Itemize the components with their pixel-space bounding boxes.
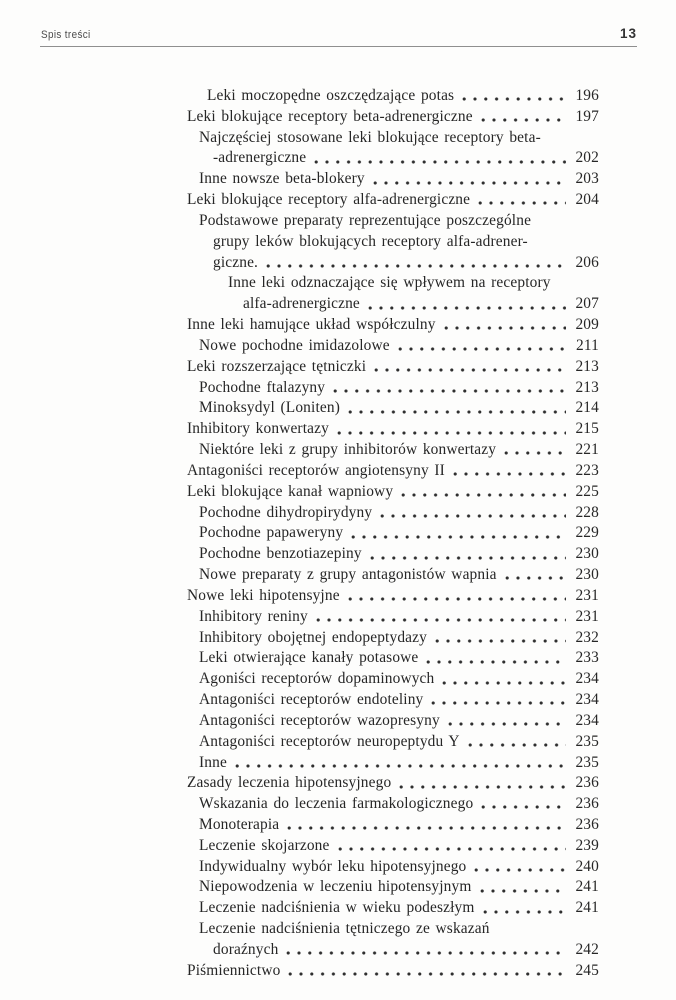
toc-entry: [187, 440, 599, 461]
toc-entry-label: Indywidualny wybór leku hipotensyjnego: [199, 857, 467, 875]
header-rule: [40, 46, 637, 47]
toc-entry-label: Zasady leczenia hipotensyjnego: [187, 774, 392, 792]
toc-entry-label: Inne nowsze beta-blokery: [199, 170, 365, 188]
toc-entry-page: 236: [575, 815, 599, 833]
toc-entry-label: -adrenergiczne: [213, 149, 307, 167]
dot-leader: [448, 721, 566, 727]
toc-entry: [187, 128, 599, 149]
toc-entry-label: Monoterapia: [199, 815, 280, 833]
toc-entry: [187, 586, 599, 607]
toc-entry-label: Inne leki odznaczające się wpływem na receptory: [228, 274, 551, 292]
toc-entry-page: 234: [575, 691, 599, 709]
toc-entry-page: 213: [575, 378, 599, 396]
toc-entry-page: 214: [575, 399, 599, 417]
dot-leader: [505, 575, 566, 581]
dot-leader: [338, 846, 567, 852]
toc-entry: [187, 523, 599, 544]
toc-entry: [187, 86, 599, 107]
toc-entry-page: 231: [575, 586, 599, 604]
toc-entry: [187, 753, 599, 774]
dot-leader: [314, 159, 566, 165]
toc-entry-page: 242: [575, 940, 599, 958]
toc-entry-page: 234: [575, 670, 599, 688]
toc-entry-page: 229: [575, 524, 599, 542]
toc-entry-page: 206: [575, 253, 599, 271]
toc-entry-label: Niepowodzenia w leczeniu hipotensyjnym: [199, 878, 472, 896]
toc-entry: [187, 419, 599, 440]
toc-entry: [187, 961, 599, 982]
toc-entry: [187, 107, 599, 128]
dot-leader: [442, 680, 566, 686]
dot-leader: [398, 346, 566, 352]
toc-entry-page: 228: [575, 503, 599, 521]
toc-entry: [187, 336, 599, 357]
dot-leader: [374, 367, 566, 373]
toc-entry-label: Nowe pochodne imidazolowe: [199, 336, 390, 354]
dot-leader: [431, 700, 566, 706]
toc-entry: [187, 461, 599, 482]
dot-leader: [453, 471, 566, 477]
toc-entry-label: Wskazania do leczenia farmakologicznego: [199, 795, 474, 813]
toc-entry-page: 230: [575, 566, 599, 584]
dot-leader: [483, 909, 567, 915]
toc-entry-page: 202: [575, 149, 599, 167]
toc-entry-label: Najczęściej stosowane leki blokujące receptory beta-: [199, 128, 541, 146]
dot-leader: [287, 825, 566, 831]
toc-entry-label: Leki blokujące receptory alfa-adrenergiczne: [187, 191, 471, 209]
dot-leader: [368, 305, 566, 311]
toc-entry: [187, 232, 599, 253]
toc-entry: [187, 857, 599, 878]
toc-entry-page: 211: [576, 336, 599, 354]
toc-entry: [187, 315, 599, 336]
toc-entry: [187, 794, 599, 815]
toc-entry-label: Leczenie nadciśnienia tętniczego ze wskazań: [199, 920, 490, 938]
toc-entry-label: Leczenie skojarzone: [199, 836, 330, 854]
dot-leader: [333, 388, 566, 394]
dot-leader: [478, 200, 566, 206]
dot-leader: [444, 325, 566, 331]
toc-entry-label: Leki moczopędne oszczędzające potas: [207, 87, 455, 104]
toc-entry: [187, 711, 599, 732]
toc-entry-label: Leki otwierające kanały potasowe: [199, 649, 419, 667]
dot-leader: [504, 450, 566, 456]
toc-entry: [187, 607, 599, 628]
toc-entry-label: Pochodne papaweryny: [199, 524, 344, 542]
toc-entry-label: Pochodne benzotiazepiny: [199, 545, 362, 563]
dot-leader: [266, 263, 566, 269]
toc-entry-label: Leki blokujące receptory beta-adrenergiczne: [187, 107, 473, 125]
dot-leader: [370, 555, 566, 561]
toc-entry-label: Leczenie nadciśnienia w wieku podeszłym: [199, 899, 475, 917]
toc-entry-page: 221: [575, 441, 599, 459]
toc-entry-page: 204: [575, 191, 599, 209]
toc-entry: [187, 211, 599, 232]
dot-leader: [462, 96, 566, 102]
toc-entry-page: 213: [575, 357, 599, 375]
toc-entry-page: 234: [575, 711, 599, 729]
toc-entry-label: Antagoniści receptorów angiotensyny II: [187, 461, 445, 479]
dot-leader: [426, 659, 566, 665]
toc-entry-label: Agoniści receptorów dopaminowych: [199, 670, 435, 688]
toc-entry-label: Inhibitory reniny: [199, 607, 308, 625]
toc-entry-page: 207: [575, 295, 599, 313]
toc-entry: [187, 294, 599, 315]
toc-entry-page: 197: [575, 107, 599, 125]
table-of-contents: [187, 86, 599, 982]
dot-leader: [348, 409, 566, 415]
toc-entry-label: Antagoniści receptorów neuropeptydu Y: [199, 732, 460, 750]
toc-entry: [187, 940, 599, 961]
dot-leader: [380, 513, 566, 519]
toc-entry: [187, 398, 599, 419]
toc-entry: [187, 669, 599, 690]
running-title: Spis treści: [41, 29, 91, 41]
toc-entry: [187, 919, 599, 940]
toc-entry-label: Pochodne dihydropirydyny: [199, 503, 373, 521]
toc-entry: [187, 357, 599, 378]
toc-entry-page: 215: [575, 420, 599, 438]
dot-leader: [401, 492, 566, 498]
toc-entry-page: 225: [575, 482, 599, 500]
dot-leader: [348, 596, 566, 602]
toc-entry-page: 240: [575, 857, 599, 875]
dot-leader: [288, 971, 566, 977]
toc-entry-page: 203: [575, 170, 599, 188]
toc-entry-label: Inne leki hamujące układ współczulny: [187, 316, 436, 334]
toc-entry-label: Podstawowe preparaty reprezentujące poszczególne: [199, 211, 532, 229]
toc-entry: [187, 648, 599, 669]
toc-entry: [187, 273, 599, 294]
toc-entry: [187, 898, 599, 919]
toc-entry-label: doraźnych: [213, 940, 279, 958]
toc-entry: [187, 877, 599, 898]
toc-entry: [187, 378, 599, 399]
toc-entry-page: 236: [575, 774, 599, 792]
toc-entry: [187, 836, 599, 857]
dot-leader: [480, 888, 567, 894]
toc-entry-label: giczne.: [213, 253, 259, 271]
dot-leader: [373, 180, 566, 186]
dot-leader: [435, 638, 566, 644]
toc-entry: [187, 169, 599, 190]
toc-entry-label: Minoksydyl (Loniten): [199, 399, 340, 417]
page-number: 13: [619, 26, 637, 41]
toc-entry-page: 235: [575, 753, 599, 771]
toc-entry-label: Antagoniści receptorów wazopresyny: [199, 711, 440, 729]
dot-leader: [235, 763, 566, 769]
toc-entry-page: 232: [575, 628, 599, 646]
toc-entry: [187, 565, 599, 586]
toc-entry-label: Nowe leki hipotensyjne: [187, 586, 340, 604]
toc-entry-page: 196: [575, 87, 599, 104]
dot-leader: [316, 617, 566, 623]
dot-leader: [468, 742, 566, 748]
dot-leader: [481, 117, 566, 123]
toc-entry: [187, 148, 599, 169]
toc-entry-page: 239: [575, 836, 599, 854]
dot-leader: [351, 534, 566, 540]
toc-entry: [187, 190, 599, 211]
toc-entry-label: Pochodne ftalazyny: [199, 378, 326, 396]
toc-entry: [187, 253, 599, 274]
toc-entry-label: Inhibitory obojętnej endopeptydazy: [199, 628, 427, 646]
toc-entry-page: 223: [575, 461, 599, 479]
toc-entry-page: 245: [575, 961, 599, 979]
toc-entry: [187, 482, 599, 503]
dot-leader: [337, 430, 566, 436]
toc-entry-label: Nowe preparaty z grupy antagonistów wapnia: [199, 566, 497, 584]
toc-entry-label: Leki blokujące kanał wapniowy: [187, 482, 394, 500]
dot-leader: [399, 784, 566, 790]
toc-entry-label: Piśmiennictwo: [187, 961, 281, 979]
toc-entry: [187, 503, 599, 524]
toc-entry-page: 241: [575, 899, 599, 917]
toc-entry-page: 235: [575, 732, 599, 750]
dot-leader: [286, 950, 566, 956]
toc-entry: [187, 628, 599, 649]
toc-entry-label: Leki rozszerzające tętniczki: [187, 357, 367, 375]
dot-leader: [481, 804, 566, 810]
toc-entry: [187, 815, 599, 836]
dot-leader: [474, 867, 566, 873]
toc-entry-label: Inne: [199, 753, 227, 771]
toc-entry-label: grupy leków blokujących receptory alfa-adrener-: [213, 232, 528, 250]
toc-entry-page: 231: [575, 607, 599, 625]
toc-entry: [187, 732, 599, 753]
toc-entry: [187, 544, 599, 565]
toc-entry: [187, 773, 599, 794]
toc-entry-page: 209: [575, 316, 599, 334]
toc-entry-page: 241: [575, 878, 599, 896]
toc-entry-label: Niektóre leki z grupy inhibitorów konwertazy: [199, 441, 497, 459]
toc-entry-page: 233: [575, 649, 599, 667]
toc-entry-label: alfa-adrenergiczne: [243, 295, 360, 313]
toc-entry-page: 230: [575, 545, 599, 563]
toc-entry: [187, 690, 599, 711]
toc-entry-page: 236: [575, 795, 599, 813]
toc-entry-label: Antagoniści receptorów endoteliny: [199, 691, 424, 709]
toc-entry-label: Inhibitory konwertazy: [187, 420, 329, 438]
